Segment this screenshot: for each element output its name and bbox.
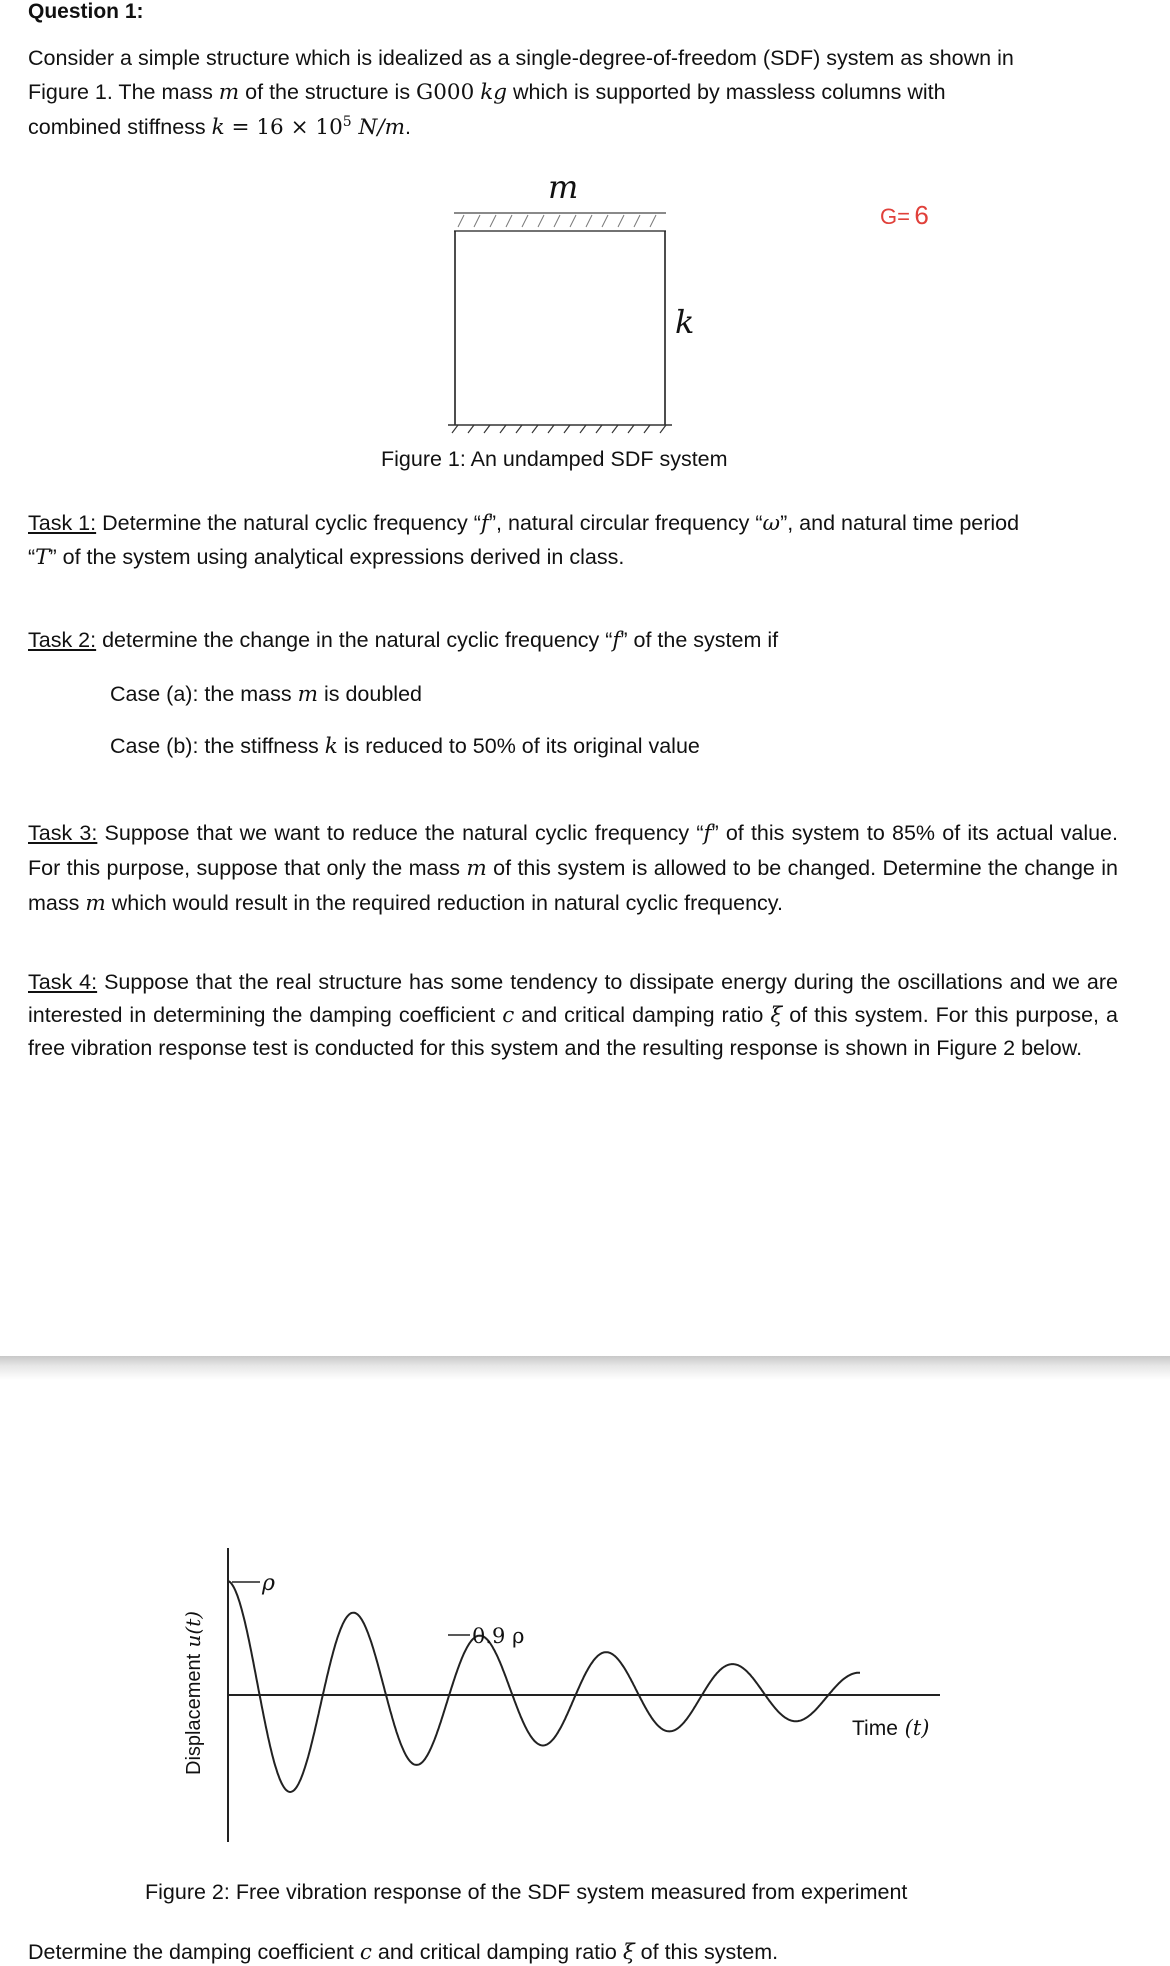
stiffness-label: k <box>675 303 695 341</box>
g-annotation: G= 6 <box>880 200 929 230</box>
stiffness-expression: $k = 16 \times 10^5$ N/m <box>211 114 405 141</box>
task-4-label: Task 4: <box>28 970 98 994</box>
mass-value: G000 <box>416 80 475 105</box>
figure-2-caption: Figure 2: Free vibration response of the SDF system measured from experiment <box>145 1880 908 1904</box>
task-2-case-a: Case (a): the mass m is doubled <box>110 682 422 707</box>
intro-line-3: combined stiffness $k = 16 \times 10^5$ N/m. <box>28 114 411 141</box>
task-1-label: Task 1: <box>28 511 97 535</box>
question-title: Question 1: <box>28 0 144 23</box>
x-axis-label: Time (t) <box>852 1716 930 1740</box>
response-curve <box>228 1581 860 1792</box>
peak-2-marker <box>448 1624 524 1648</box>
ground-support <box>448 425 672 433</box>
mass-slab <box>454 213 666 231</box>
figure-1-sdf-frame <box>440 165 700 435</box>
figure-2-chart <box>170 1530 960 1860</box>
mass-label: m <box>548 168 579 206</box>
task-3-paragraph: Task 3: Suppose that we want to reduce the natural cyclic frequency “f” of this system to 85% of its actual value. For this purpose, suppose that only the mass m of this system is allowed to be changed. Determine the change in mass m which would result in the required reduction in natural cyclic frequency. <box>28 821 1118 916</box>
y-axis-label <box>181 1611 205 1775</box>
task-2-case-b: Case (b): the stiffness k is reduced to 50% of its original value <box>110 734 700 759</box>
task-2-label: Task 2: <box>28 628 97 652</box>
svg-text:Displacement u(t): Displacement u(t) <box>181 1610 205 1775</box>
task-1-line-2: “T” of the system using analytical expressions derived in class. <box>28 545 625 570</box>
g-value: 6 <box>914 200 929 230</box>
footer-instruction: Determine the damping coefficient c and critical damping ratio ξ of this system. <box>28 1940 779 1965</box>
task-2-line: Task 2: determine the change in the natural cyclic frequency “f” of the system if <box>28 628 779 653</box>
task-4-paragraph: Task 4: Suppose that the real structure has some tendency to dissipate energy during the oscillations and we are interested in determining the damping coefficient c and critical damping ratio ξ of this system. For this purpose, a free vibration response test is conducted for this system and the resulting response is shown in Figure 2 below. <box>28 970 1118 1060</box>
task-3-label: Task 3: <box>28 821 98 845</box>
task-1-line-1: Task 1: Determine the natural cyclic frequency “f”, natural circular frequency “ω”, and natural time period <box>28 511 1020 536</box>
peak-2-label: 0.9 ρ <box>472 1624 525 1648</box>
section-divider <box>0 1356 1170 1380</box>
intro-line-1: Consider a simple structure which is idealized as a single-degree-of-freedom (SDF) system as shown in <box>28 46 1014 70</box>
peak-1-label: ρ <box>262 1571 275 1596</box>
peak-1-marker <box>232 1571 275 1596</box>
intro-line-2: Figure 1. The mass m of the structure is G000 kg which is supported by massless columns with <box>28 80 946 105</box>
figure-1-caption: Figure 1: An undamped SDF system <box>381 447 728 471</box>
